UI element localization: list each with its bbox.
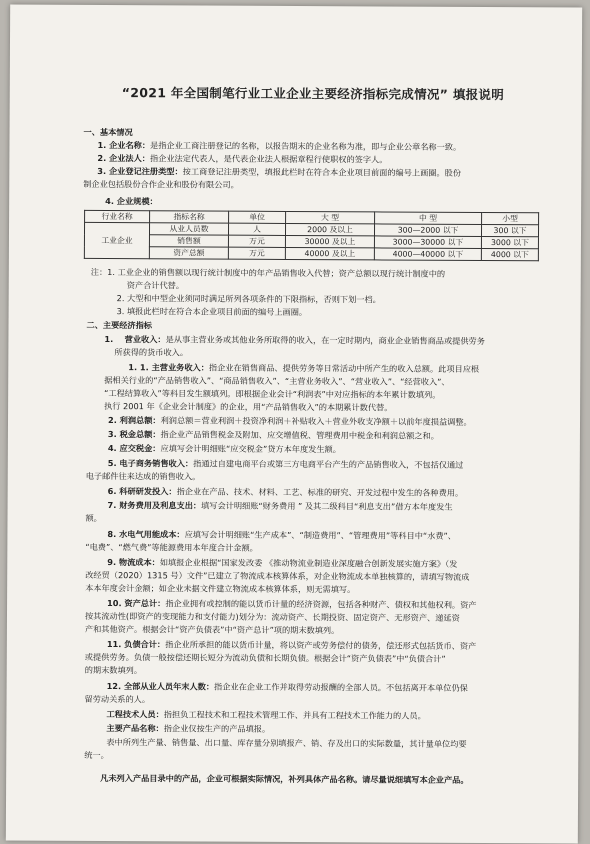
table-cell: 3000 以下 [481,236,538,248]
table-cell: 40000 及以上 [285,247,374,259]
table-cell: 4000 以下 [481,248,538,260]
table-header: 行业名称 [85,210,150,222]
para-employees: 12. 全部从业人员年末人数：指企业在企业工作并取得劳动报酬的全部人员。不包括离开本单位仍保 [106,681,468,693]
item-legal-person: 2. 企业法人：指企业法定代表人，是代表企业法人根据章程行使职权的签字人。 [97,152,388,165]
para-tax-payable: 4. 应交税金：应填写会计明细账“应交税金”贷方本年度发生额。 [107,443,341,455]
table-cell: 万元 [228,247,285,259]
para-total-assets-l2: 按其流动性(即资产的变现能力和支付能力)划分为：流动资产、长期投资、固定资产、无形资产、递延资 [84,610,460,623]
para-quantities: 表中所列生产量、销售量、出口量、库存量分别填报产、销、存及出口的实际数量，其计量单位均要 [106,737,467,749]
document-title: “2021 年全国制笔行业工业企业主要经济指标完成情况” 填报说明 [121,85,505,103]
table-cell-industry: 工业企业 [84,222,149,258]
note-2: 2. 大型和中型企业须同时满足所列各项条件的下限指标，否则下划一档。 [116,293,381,305]
para-total-assets: 10. 资产总计：指企业拥有或控制的能以货币计量的经济资源，包括各种财产、债权和其他权利。资产 [107,598,477,610]
para-main-products: 主要产品名称：指企业仅按生产的产品填报。 [106,723,271,734]
note-3: 3. 填报此栏时在符合本企业项目前面的编号上画圈。 [116,306,308,318]
table-header: 大 型 [286,211,375,223]
section-2-heading: 二、主要经济指标 [86,319,153,331]
document-content [6,5,582,844]
note-1: 注：1. 工业企业的销售额以现行统计制度中的年产品销售收入代替；资产总额以现行统计制度中的 [90,266,446,279]
para-total-liabilities: 11. 负债合计：指企业所承担的能以货币计量，将以资产或劳务偿付的债务，偿还形式包括货币、资产 [106,639,477,651]
para-total-liabilities-l2: 或提供劳务。负债一般按偿还期长短分为流动负债和长期负债。根据会计“资产负债表”中“负债合计” [84,651,446,664]
footer-note: 凡未列入产品目录中的产品，企业可根据实际情况，补列具体产品名称。请尽量说细填写本企业产品。 [100,772,469,785]
para-revenue-cont: 所获得的货币收入。 [114,347,189,358]
para-total-tax: 3. 税金总额：指企业产品销售税金及附加、应交增值税、管理费用中税金和利润总额之和。 [107,429,439,441]
table-cell: 3000—30000 以下 [374,236,481,249]
table-cell: 30000 及以上 [285,235,374,247]
para-ecommerce: 5. 电子商务销售收入：指通过自建电商平台或第三方电商平台产生的产品销售收入，不包括仅通过 [107,458,464,470]
item-registration-type-cont: 制企业包括股份合作企业和股份有限公司。 [83,178,239,190]
para-ecommerce-cont: 电子邮件往来达成的销售收入。 [85,470,201,482]
item-company-name: 1. 企业名称：是指企业工商注册登记的名称，以报告期末的企业名称为准，即与企业公章名称一致。 [97,139,462,152]
table-cell: 300 以下 [481,224,538,236]
para-finance-cost-cont: 额。 [85,512,102,523]
section-1-heading: 一、基本情况 [83,126,133,138]
note-1-cont: 资产合计代替。 [126,280,185,291]
table-cell: 资产总额 [149,247,228,259]
para-engineers: 工程技术人员：指担负工程技术和工程技术管理工作、并具有工程技术工作能力的人员。 [106,709,426,721]
para-logistics-l3: 本本年度会计金额；如企业未据文件建立物流成本核算体系，则无需填写。 [85,582,356,595]
table-header: 小型 [482,212,539,224]
document-page [6,5,582,844]
table-cell: 人 [228,223,285,235]
item-scale-heading: 4. 企业规模： [105,196,158,207]
para-finance-cost: 7. 财务费用及利息支出：填写会计明细账“财务费用 ” 及其二级科目“利息支出”借方本年度发生 [107,500,453,512]
table-cell: 万元 [228,235,285,247]
item-registration-type: 3. 企业登记注册类型：按工商登记注册类型，填报此栏时在符合本企业项目前面的编号上画圈。股份 [97,165,462,178]
table-header: 中 型 [375,212,482,225]
para-main-revenue-l3: “工程结算收入”等科目发生额填列。即根据企业会计“利润表”中对应指标的本年累计数填列。 [104,388,441,400]
para-total-liabilities-l3: 的期末数填列。 [84,664,143,676]
para-main-revenue-l2: 据相关行业的“产品销售收入”、“商品销售收入”、“主营业务收入”、“营业收入”、“经营收入”、 [104,375,450,387]
para-main-revenue-l4: 执行 2001 年《企业会计制度》的企业，用“产品销售收入”的本期累计数代替。 [104,401,393,413]
para-total-assets-l3: 产和其他资产。根据会计“资产负债表”中“资产总计”项的期末数填列。 [84,623,340,636]
para-energy-cost: 8. 水电气用能成本：应填写会计明细账“生产成本”、“制造费用”、“管理费用”等科目中“水费”、 [107,529,456,541]
para-total-profit: 2. 利润总额：利润总额＝营业利润＋投资净利润＋补贴收入＋营业外收支净额＋以前年度损益调整。 [107,415,472,427]
table-row [84,246,538,260]
para-logistics-l2: 改经贸（2020）1315 号）文件”已建立了物流成本核算体系，对企业物流成本单独核算的，请填写物流成 [85,569,470,582]
table-header: 指标名称 [150,211,229,223]
table-cell: 销售额 [149,235,228,247]
table-cell: 2000 及以上 [285,223,374,235]
scale-table [84,210,539,261]
table-cell: 4000—40000 以下 [374,248,481,261]
para-rnd: 6. 科研研发投入：指企业在产品、技术、材料、工艺、标准的研究、开发过程中发生的各种费用。 [107,486,464,498]
table-cell: 300—2000 以下 [374,224,481,237]
para-quantities-cont: 统一。 [84,749,109,761]
table-cell: 从业人员数 [149,223,228,235]
para-main-revenue: 1. 1. 主营业务收入：指企业在销售商品、提供劳务等日常活动中所产生的收入总额。此项目应根 [128,362,480,374]
para-employees-cont: 留劳动关系的人。 [84,693,151,705]
para-logistics: 9. 物流成本：如填报企业根据“国家发改委 《推动物流业制造业深度融合创新发展实施方案》（发 [107,557,458,569]
table-header: 单位 [229,211,286,223]
para-revenue: 1. 营业收入：是从事主营业务或其他业务所取得的收入，在一定时期内，商业企业销售商品或提供劳务 [104,334,485,346]
para-energy-cost-cont: “电费”、“燃气费”等能源费用本年度合计金额。 [85,541,258,553]
